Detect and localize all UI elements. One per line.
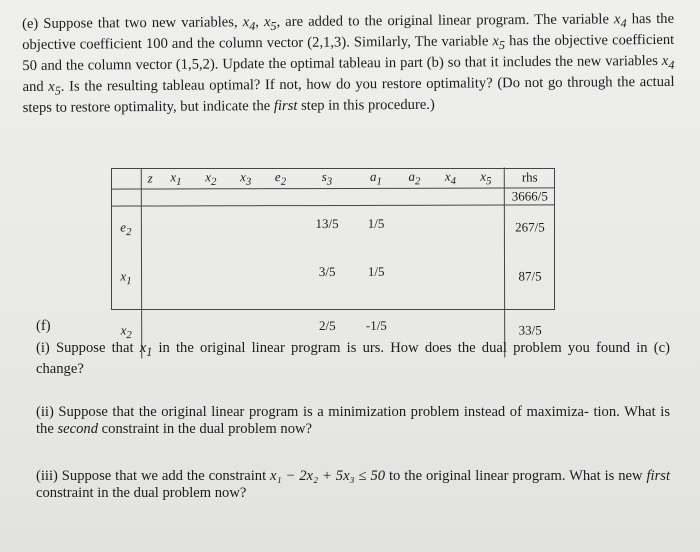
var-x5: $x_5$ [48,79,61,98]
emphasis-first: first [646,468,671,484]
cell-rhs: 267/5 [504,205,555,250]
header-blank [111,169,142,190]
cell-s3 [298,188,356,205]
cell [193,189,228,206]
var-x1: $x_1$ [139,340,153,359]
tableau-row-x1 [111,249,555,304]
var-x4: $x_4$ [661,53,675,73]
row-label [111,189,142,206]
cell [159,206,194,251]
cell-a1: 1/5 [367,215,385,231]
cell-rhs: 33/5 [505,303,556,357]
cell [433,188,468,205]
var-x5: $x_5$ [492,33,506,53]
cell-s3: 3/5 [318,263,336,280]
header-z: z [141,168,158,189]
cell-s3: 13/5 [315,215,339,232]
cell [263,189,298,206]
cell [194,250,229,304]
tableau-row-e2 [111,205,555,251]
cell [263,206,298,251]
var-x5: $x_5$ [263,14,277,33]
row-label: $x_1$ [111,251,142,305]
cell [433,205,468,250]
cell [263,250,298,304]
cell [141,250,158,304]
cell [141,189,158,206]
header-x2: $x_2$ [193,168,228,189]
cell [228,206,263,251]
cell [468,250,505,304]
header-a1: $a_1$ [356,168,396,189]
header-s3: $s_3$ [298,168,356,189]
cell [159,250,194,304]
header-x3: $x_3$ [228,168,263,189]
cell-s3: 2/5 [319,317,336,334]
cell [159,189,194,206]
cell [396,188,433,205]
cell [468,188,504,205]
cell-rhs: 3666/5 [504,188,555,205]
var-x4: $x_4$ [242,14,256,34]
cell [396,205,433,250]
emphasis-first: first [273,98,298,115]
header-rhs: rhs [504,167,555,188]
constraint-expression: x₁ − 2x₂ + 5x₃ ≤ 50 [270,468,386,484]
header-x1: $x_1$ [159,168,194,189]
row-label: $e_2$ [111,206,142,251]
cell [141,206,158,251]
cell [396,250,433,304]
text: (e) Suppose that two new variables, [22,14,243,32]
header-a2: $a_2$ [396,168,433,189]
cell-a1: 1/5 [367,263,385,279]
cell [193,206,228,251]
objective-row [111,188,555,206]
tableau-header-row [111,167,555,189]
cell-a1 [356,188,396,205]
emphasis-second: second [57,421,99,438]
part-e-paragraph: (e) Suppose that two new variables, $x_4$, $x_5$, are added to the original linear program. The variable $x_4$ has the objective coefficient 100 and the column vector (2,1,3). Similarly, The variable $x_5$ has the objective coefficient 50 and the column vector (1,5,2). Update the optimal tableau in part (b) so that it includes the new variables $x_4$ and $x_5$. Is the resulting tableau optimal? If not, how do you restore optimality? (Do not go through the actual steps to restore optimality, but indicate the first step in this procedure.) [22,10,675,117]
header-x4: $x_4$ [433,168,468,189]
cell-a1: -1/5 [365,317,387,333]
header-x5: $x_5$ [468,168,504,189]
row-label: $x_2$ [111,305,142,359]
cell [228,250,263,304]
question-f-i: (i) Suppose that $x_1$ in the original linear program is urs. How does the dual problem you found in (c) change? [36,340,670,378]
cell [228,189,263,206]
optimal-tableau [111,167,555,358]
question-f-ii: (ii) Suppose that the original linear program is a minimization problem instead of maximiza- tion. What is the second constraint in the dual problem now? [36,404,670,438]
cell [468,205,505,250]
var-x4: $x_4$ [613,11,627,31]
header-e2: $e_2$ [263,168,298,189]
cell [433,250,468,304]
part-f-label: (f) [36,318,51,334]
question-f-iii: (iii) Suppose that we add the constraint x₁ − 2x₂ + 5x₃ ≤ 50 to the original linear program. What is new first constraint in the dual problem now? [36,468,671,502]
cell-rhs: 87/5 [504,249,555,303]
